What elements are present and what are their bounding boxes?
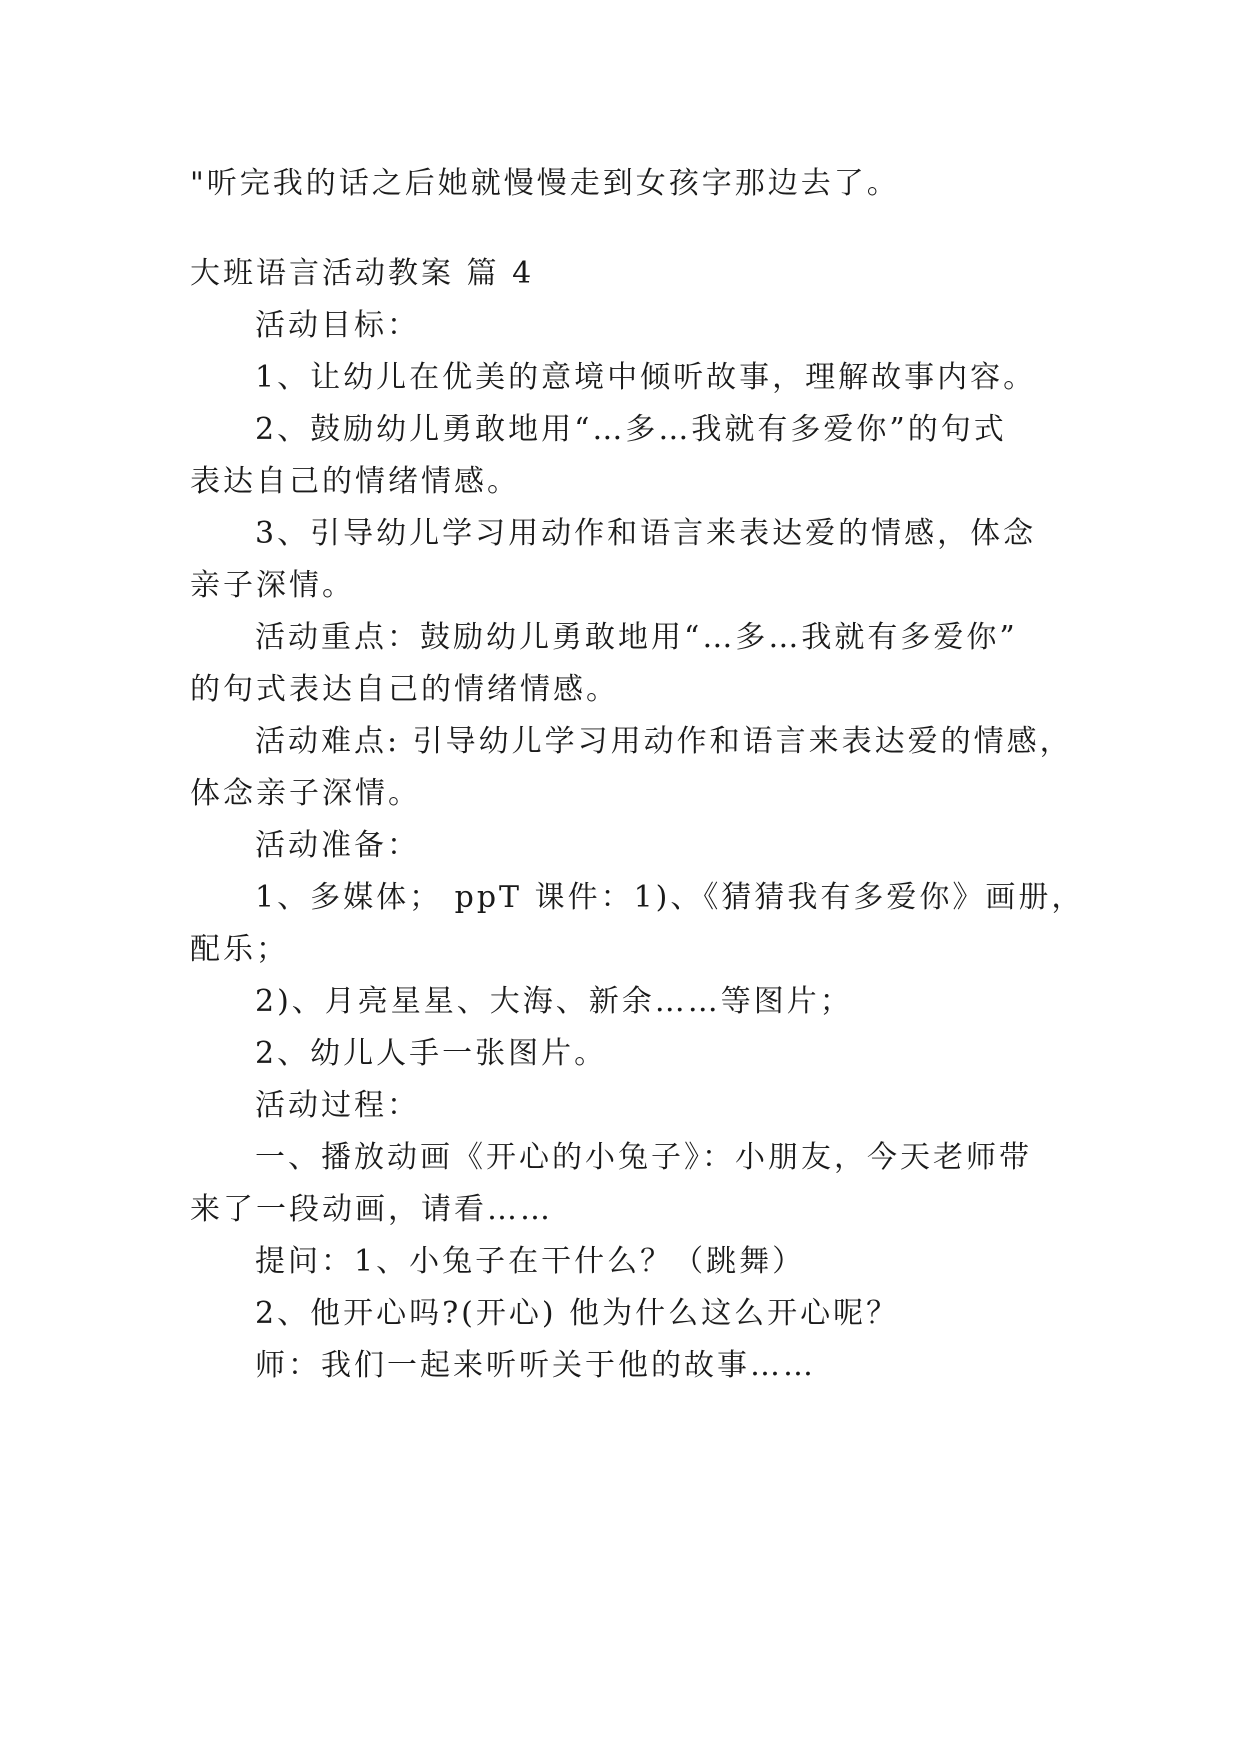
objective-2: 2、鼓励幼儿勇敢地用“…多…我就有多爱你”的句式: [255, 412, 1007, 447]
key-point-continued: 的句式表达自己的情绪情感。: [190, 672, 619, 707]
question-1: 提问：1、小兔子在干什么？（跳舞）: [255, 1244, 806, 1279]
process-step-1: 一、播放动画《开心的小兔子》：小朋友，今天老师带: [255, 1140, 1032, 1175]
objective-3: 3、引导幼儿学习用动作和语言来表达爱的情感，体念: [255, 516, 1037, 551]
preparation-1-continued: 配乐；: [190, 932, 289, 967]
paragraph-continuation: "听完我的话之后她就慢慢走到女孩字那边去了。: [190, 166, 900, 201]
difficulty: 活动难点: 引导幼儿学习用动作和语言来表达爱的情感，: [255, 724, 1073, 759]
preparation-1: 1、多媒体； ppT 课件：1)、《猜猜我有多爱你》画册，: [255, 880, 1085, 915]
section-title: 大班语言活动教案 篇 4: [190, 256, 535, 291]
heading-process: 活动过程：: [255, 1088, 420, 1123]
process-step-1-continued: 来了一段动画，请看……: [190, 1192, 553, 1227]
heading-objectives: 活动目标：: [255, 308, 420, 343]
objective-3-continued: 亲子深情。: [190, 568, 355, 603]
difficulty-continued: 体念亲子深情。: [190, 776, 421, 811]
objective-1: 1、让幼儿在优美的意境中倾听故事，理解故事内容。: [255, 360, 1037, 395]
key-point: 活动重点：鼓励幼儿勇敢地用“…多…我就有多爱你”: [255, 620, 1018, 655]
preparation-2: 2、幼儿人手一张图片。: [255, 1036, 608, 1071]
heading-preparation: 活动准备：: [255, 828, 420, 863]
preparation-1-2: 2)、月亮星星、大海、新余……等图片；: [255, 984, 853, 1019]
objective-2-continued: 表达自己的情绪情感。: [190, 464, 520, 499]
teacher-line: 师：我们一起来听听关于他的故事……: [255, 1348, 816, 1383]
question-2: 2、他开心吗?(开心) 他为什么这么开心呢？: [255, 1296, 900, 1331]
